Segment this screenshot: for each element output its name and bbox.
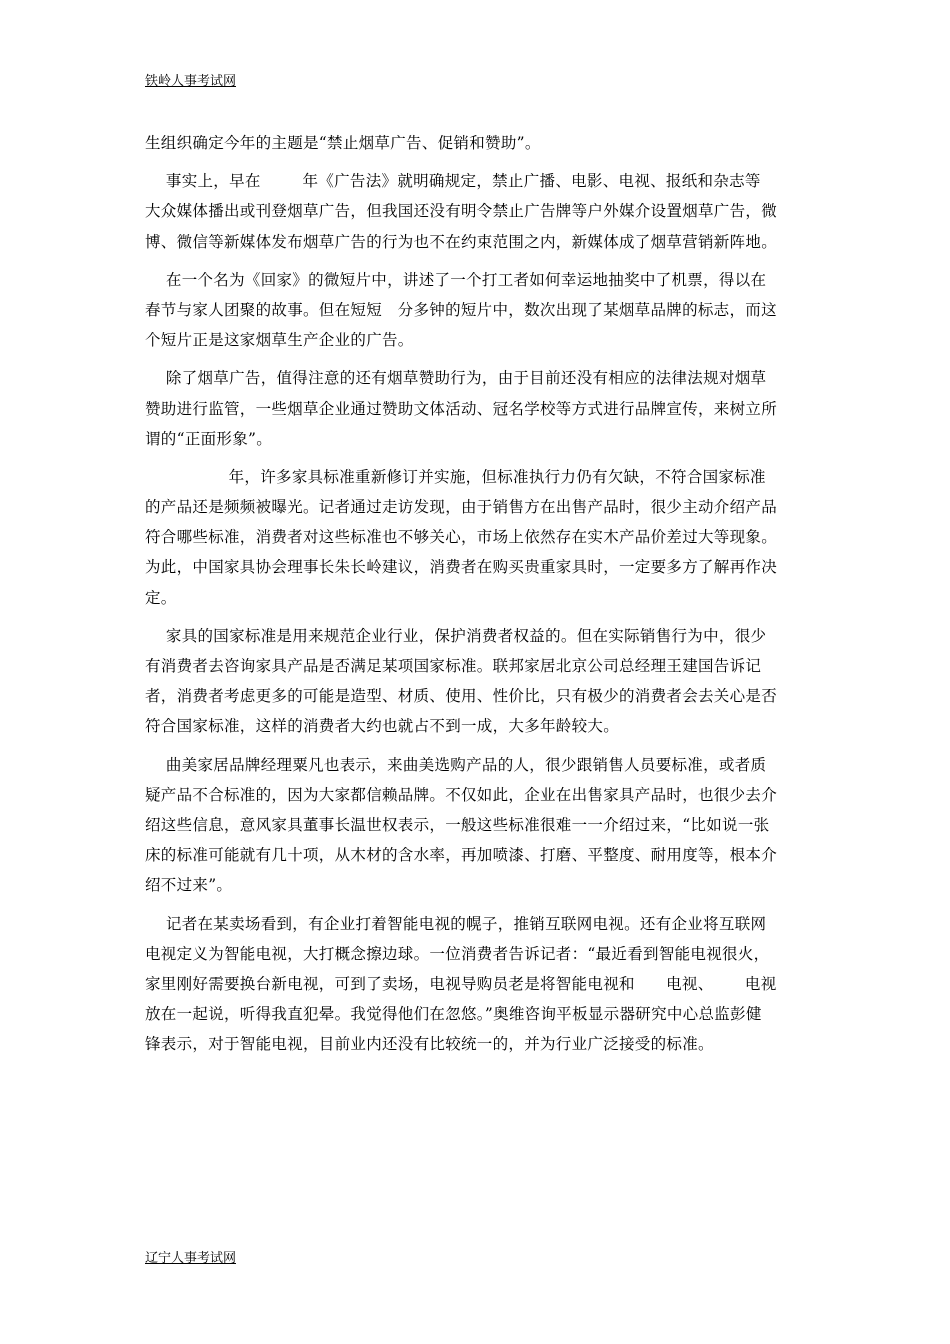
text-line: 锋表示，对于智能电视，目前业内还没有比较统一的，并为行业广泛接受的标准。 [145,1035,714,1054]
text-line: 博、微信等新媒体发布烟草广告的行为也不在约束范围之内，新媒体成了烟草营销新阵地。 [145,232,778,251]
text-line: 大众媒体播出或刊登烟草广告，但我国还没有明令禁止广告牌等户外媒介设置烟草广告，微 [145,202,778,221]
text-line: 春节与家人团聚的故事。但在短短 分多钟的短片中，数次出现了某烟草品牌的标志，而这 [145,300,777,319]
text-line: 记者在某卖场看到，有企业打着智能电视的幌子，推销互联网电视。还有企业将互联网 [145,914,767,933]
text-line: 个短片正是这家烟草生产企业的广告。 [145,331,414,350]
paragraph [145,621,805,742]
text-line: 放在一起说，听得我直犯晕。我觉得他们在忽悠。”奥维咨询平板显示器研究中心总监彭健 [145,1005,762,1024]
paragraph [145,166,805,257]
text-line: 符合哪些标准，消费者对这些标准也不够关心，市场上依然存在实木产品价差过大等现象。 [145,528,778,547]
text-line: 者，消费者考虑更多的可能是造型、材质、使用、性价比，只有极少的消费者会去关心是否 [145,687,778,706]
paragraph [145,128,805,158]
text-line: 在一个名为《回家》的微短片中，讲述了一个打工者如何幸运地抽奖中了机票，得以在 [145,270,767,289]
paragraph [145,462,805,613]
text-line: 疑产品不合标准的，因为大家都信赖品牌。不仅如此，企业在出售家具产品时，也很少去介 [145,785,778,804]
text-line: 赞助进行监管，一些烟草企业通过赞助文体活动、冠名学校等方式进行品牌宣传，来树立所 [145,399,778,418]
text-line: 床的标准可能就有几十项，从木材的含水率，再加喷漆、打磨、平整度、耐用度等，根本介 [145,846,778,865]
text-line: 定。 [145,588,177,607]
text-line: 家具的国家标准是用来规范企业行业，保护消费者权益的。但在实际销售行为中，很少 [145,626,767,645]
paragraph [145,750,805,901]
paragraph [145,363,805,454]
header-site-link[interactable]: 铁岭人事考试网 [145,74,237,89]
text-line: 事实上，早在 年《广告法》就明确规定，禁止广播、电影、电视、报纸和杂志等 [145,172,761,191]
text-line: 曲美家居品牌经理粟凡也表示，来曲美选购产品的人，很少跟销售人员要标准，或者质 [145,755,767,774]
text-line: 绍这些信息，意风家具董事长温世权表示，一般这些标准很难一一介绍过来，“比如说一张 [145,815,770,834]
text-line: 生组织确定今年的主题是“禁止烟草广告、促销和赞助”。 [145,134,541,152]
paragraph [145,265,805,356]
text-line: 符合国家标准，这样的消费者大约也就占不到一成，大多年龄较大。 [145,717,620,736]
text-line: 电视定义为智能电视，大打概念擦边球。一位消费者告诉记者：“最近看到智能电视很火， [145,944,770,963]
text-line: 有消费者去咨询家具产品是否满足某项国家标准。联邦家居北京公司总经理王建国告诉记 [145,657,762,675]
text-line: 家里刚好需要换台新电视，可到了卖场，电视导购员老是将智能电视和 电视、 电视 [145,974,777,993]
text-line: 谓的“正面形象”。 [145,429,273,448]
text-line: 年，许多家具标准重新修订并实施，但标准执行力仍有欠缺，不符合国家标准 [145,467,766,486]
footer-site-link[interactable]: 辽宁人事考试网 [145,1251,237,1266]
text-line: 除了烟草广告，值得注意的还有烟草赞助行为，由于目前还没有相应的法律法规对烟草 [145,369,767,388]
text-line: 的产品还是频频被曝光。记者通过走访发现，由于销售方在出售产品时，很少主动介绍产品 [145,498,778,517]
text-line: 绍不过来”。 [145,876,233,895]
text-line: 为此，中国家具协会理事长朱长岭建议，消费者在购买贵重家具时，一定要多方了解再作决 [145,558,778,577]
document-body [145,128,805,1059]
paragraph [145,909,805,1060]
